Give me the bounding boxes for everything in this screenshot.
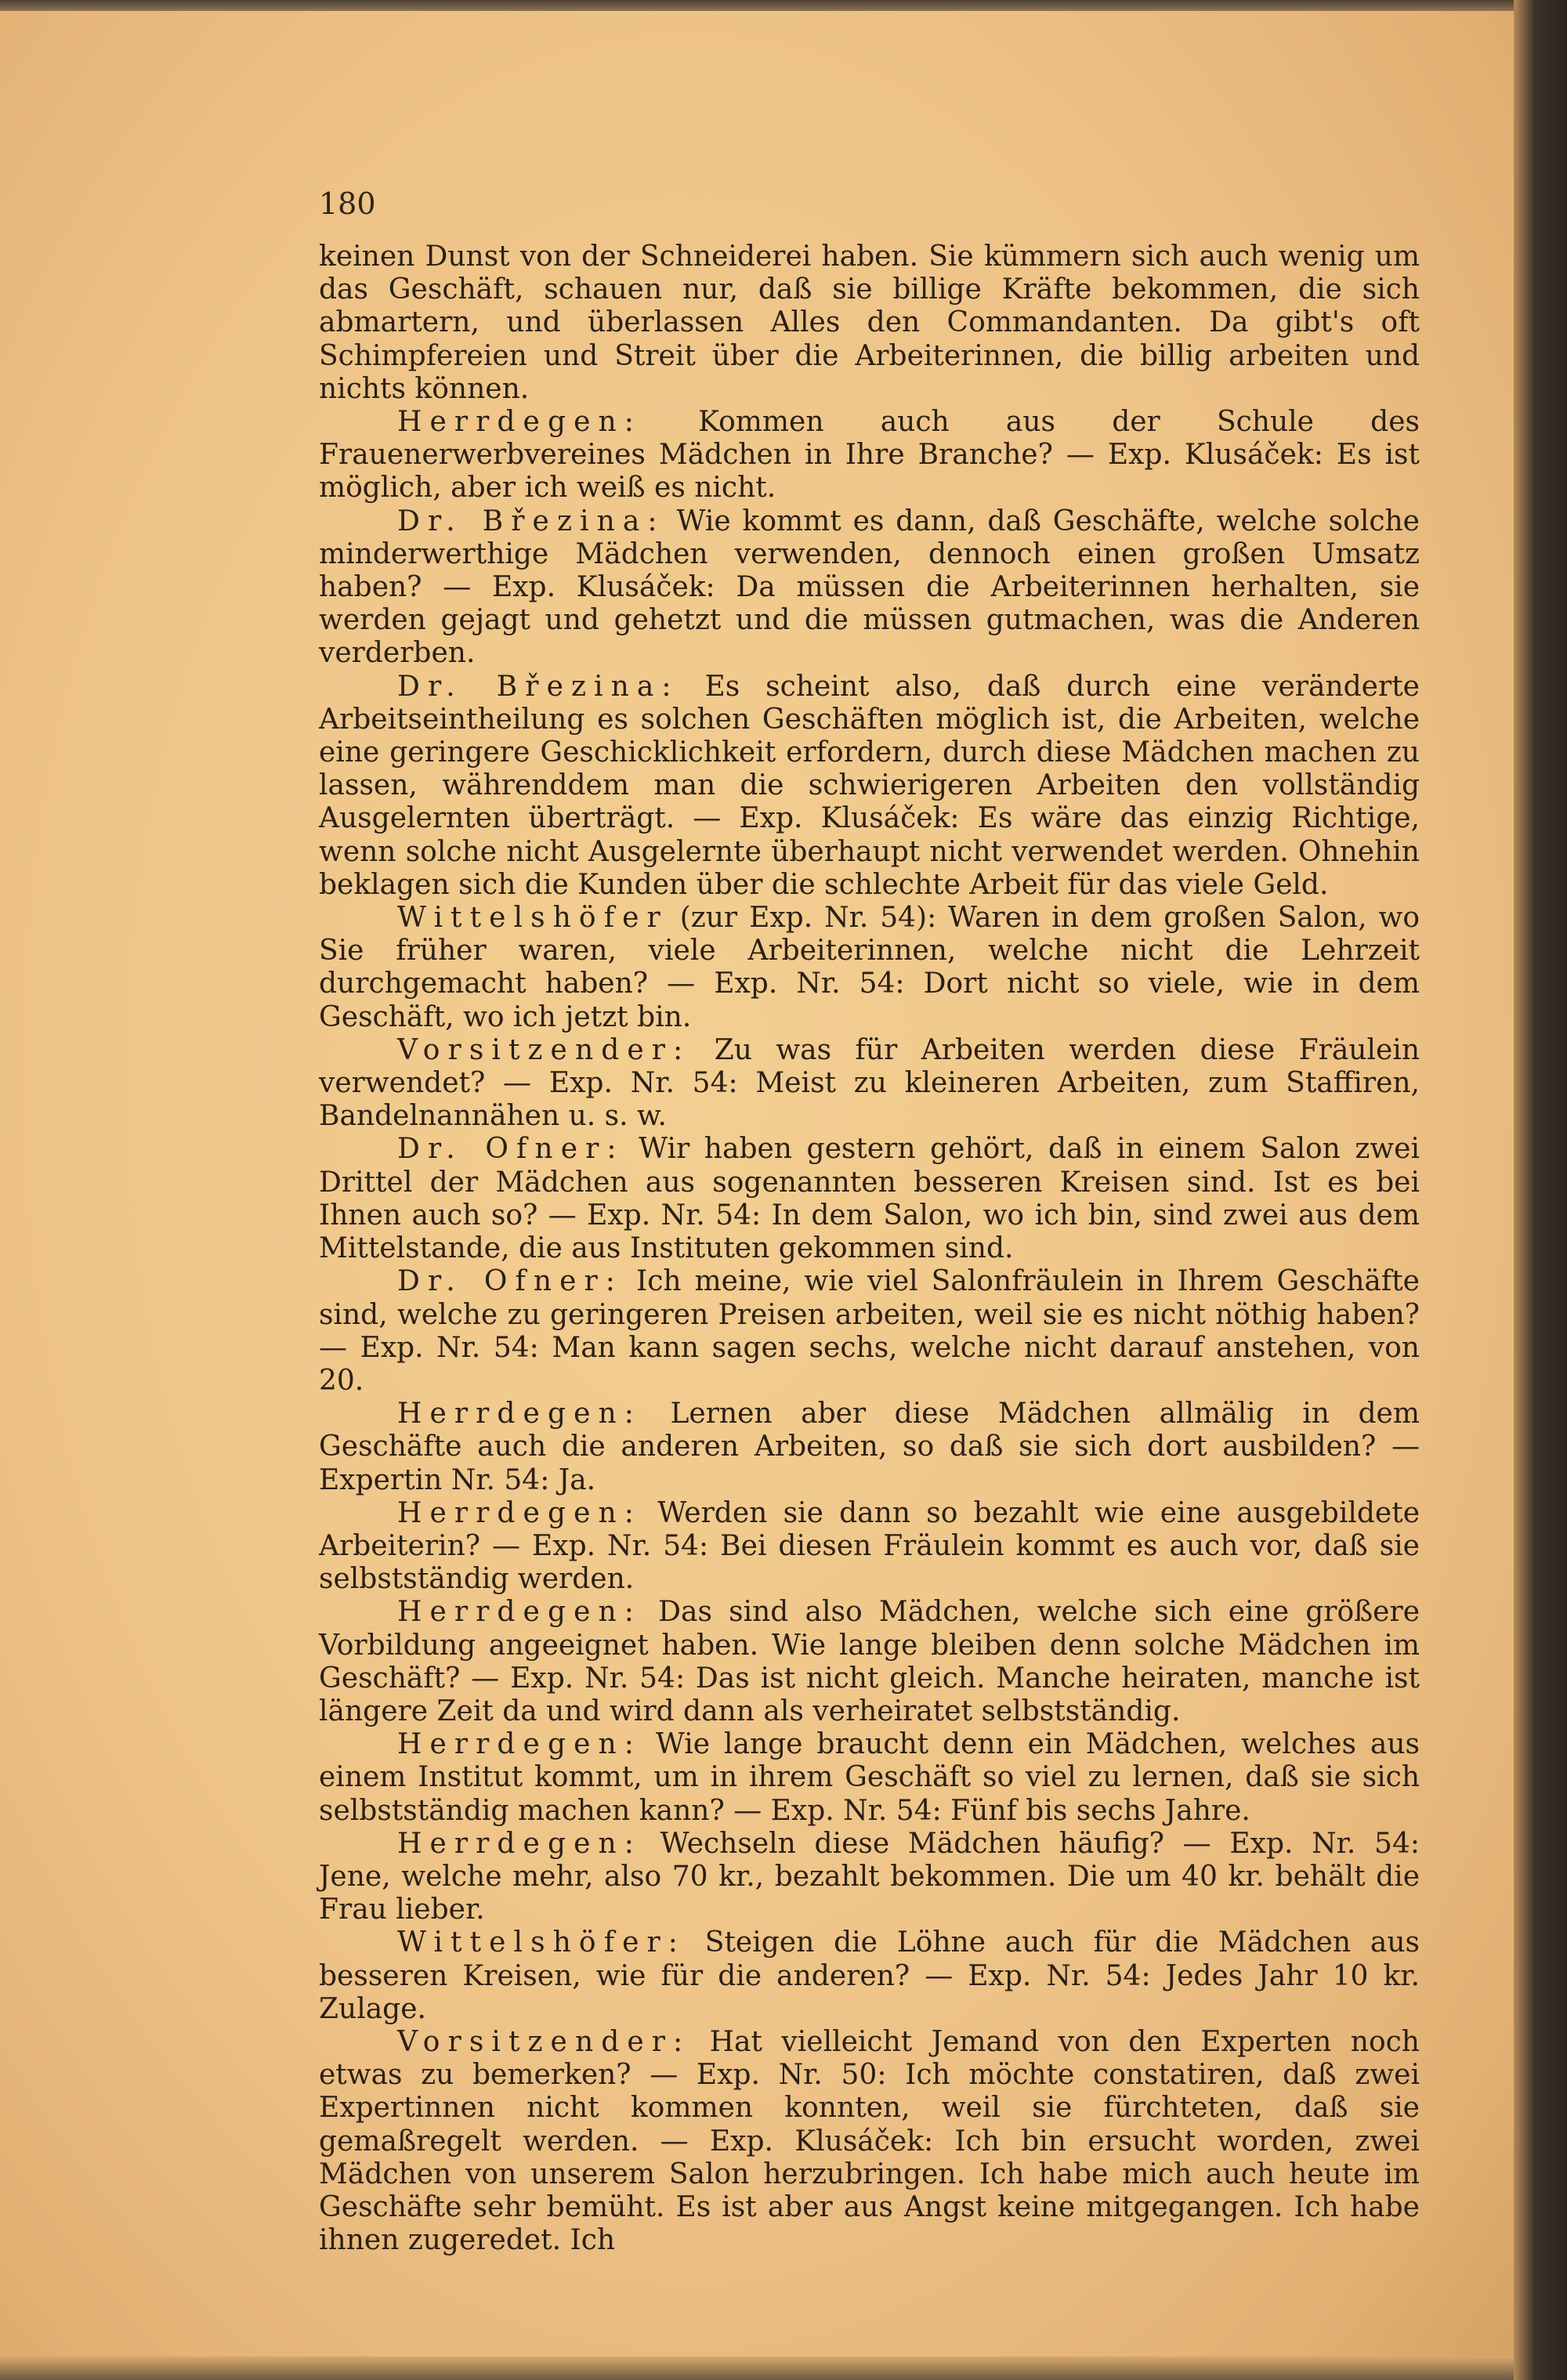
paragraph <box>319 1728 1420 1828</box>
paragraph <box>319 1828 1420 1927</box>
paragraph <box>319 505 1420 671</box>
paragraph-text: Hat vielleicht Jemand von den Experten noch etwas zu bemerken? — Exp. Nr. 50: Ich möchte constatiren, daß zwei Expertinnen nicht kommen konnten, weil sie fürchteten, daß sie gemaßregelt werden. — Exp. Klusáček: Ich bin ersucht worden, zwei Mädchen von unserem Salon herzubringen. Ich habe mich auch heute im Geschäfte sehr bemüht. Es ist aber aus Angst keine mitgegangen. Ich habe ihnen zugeredet. Ich <box>319 2025 1420 2257</box>
speaker: Herrdegen: <box>397 406 642 439</box>
paragraph-text: Das sind also Mädchen, welche sich eine größere Vorbildung angeeignet haben. Wie lange bleiben denn solche Mädchen im Geschäft? — Exp. Nr. 54: Das ist nicht gleich. Manche heiraten, manche ist längere Zeit da und wird dann als verheiratet selbstständig. <box>319 1596 1420 1727</box>
speaker: Dr. Ofner: <box>397 1133 624 1166</box>
paragraph-text: Steigen die Löhne auch für die Mädchen aus besseren Kreisen, wie für die anderen? — Exp. Nr. 54: Jedes Jahr 10 kr. Zulage. <box>319 1926 1420 2025</box>
speaker: Dr. Březina: <box>397 505 665 537</box>
paragraph-text: (zur Exp. Nr. 54): Waren in dem großen Salon, wo Sie früher waren, viele Arbeiterinnen, welche nicht die Lehrzeit durchgemacht haben? — Exp. Nr. 54: Dort nicht so viele, wie in dem Geschäft, wo ich jetzt bin. <box>319 902 1420 1033</box>
speaker: Vorsitzender: <box>397 2025 691 2058</box>
speaker: Herrdegen: <box>397 1398 642 1431</box>
speaker: Herrdegen: <box>397 1596 642 1629</box>
paragraph <box>319 1398 1420 1497</box>
speaker: Herrdegen: <box>397 1496 642 1529</box>
paragraph-text: Kommen auch aus der Schule des Frauenerwerbvereines Mädchen in Ihre Branche? — Exp. Klusáček: Es ist möglich, aber ich weiß es nicht. <box>319 406 1420 505</box>
paragraph <box>319 1133 1420 1265</box>
body-text <box>319 241 1420 2257</box>
page-bottom-edge <box>0 2356 1528 2380</box>
speaker: Vorsitzender: <box>397 1033 691 1066</box>
paragraph <box>319 406 1420 505</box>
paragraph-text: keinen Dunst von der Schneiderei haben. Sie kümmern sich auch wenig um das Geschäft, schauen nur, daß sie billige Kräfte bekommen, die sich abmartern, und überlassen Alles den Commandanten. Da gibt's oft Schimpfereien und Streit über die Arbeiterinnen, die billig arbeiten und nichts können. <box>319 241 1420 405</box>
book-spine-edge <box>1514 0 1567 2380</box>
page-top-edge <box>0 0 1528 11</box>
paragraph <box>319 1596 1420 1728</box>
paragraph-text: Wechseln diese Mädchen häufig? — Exp. Nr. 54: Jene, welche mehr, also 70 kr., bezahlt bekommen. Die um 40 kr. behält die Frau lieber. <box>319 1827 1420 1926</box>
speaker: Dr. Ofner: <box>397 1265 624 1298</box>
paragraph-text: Es scheint also, daß durch eine veränderte Arbeitseintheilung es solchen Geschäften möglich ist, die Arbeiten, welche eine geringere Geschicklichkeit erfordern, durch diese Mädchen machen zu lassen, währenddem man die schwierigeren Arbeiten den vollständig Ausgelernten überträgt. — Exp. Klusáček: Es wäre das einzig Richtige, wenn solche nicht Ausgelernte überhaupt nicht verwendet werden. Ohnehin beklagen sich die Kunden über die schlechte Arbeit für das viele Geld. <box>319 670 1420 901</box>
paragraph-text: Werden sie dann so bezahlt wie eine ausgebildete Arbeiterin? — Exp. Nr. 54: Bei diesen Fräulein kommt es auch vor, daß sie selbstständig werden. <box>319 1496 1420 1596</box>
paragraph <box>319 1265 1420 1398</box>
speaker: Herrdegen: <box>397 1827 642 1860</box>
paragraph-text: Zu was für Arbeiten werden diese Fräulein verwendet? — Exp. Nr. 54: Meist zu kleineren Arbeiten, zum Staffiren, Bandelnannähen u. s. w. <box>319 1033 1420 1133</box>
paragraph <box>319 902 1420 1034</box>
paragraph-text: Ich meine, wie viel Salonfräulein in Ihrem Geschäfte sind, welche zu geringeren Preisen arbeiten, weil sie es nicht nöthig haben? — Exp. Nr. 54: Man kann sagen sechs, welche nicht darauf anstehen, von 20. <box>319 1265 1420 1397</box>
paragraph-text: Wie kommt es dann, daß Geschäfte, welche solche minderwerthige Mädchen verwenden, dennoch einen großen Umsatz haben? — Exp. Klusáček: Da müssen die Arbeiterinnen herhalten, sie werden gejagt und gehetzt und die müssen gutmachen, was die Anderen verderben. <box>319 505 1420 670</box>
paragraph <box>319 1497 1420 1597</box>
page-number: 180 <box>319 186 376 221</box>
paragraph-text: Wir haben gestern gehört, daß in einem Salon zwei Drittel der Mädchen aus sogenannten besseren Kreisen sind. Ist es bei Ihnen auch so? — Exp. Nr. 54: In dem Salon, wo ich bin, sind zwei aus dem Mittelstande, die aus Instituten gekommen sind. <box>319 1133 1420 1265</box>
paragraph <box>319 1034 1420 1134</box>
speaker: Dr. Březina: <box>397 670 679 703</box>
paragraph-text: Lernen aber diese Mädchen allmälig in dem Geschäfte auch die anderen Arbeiten, so daß sie sich dort ausbilden? — Expertin Nr. 54: Ja. <box>319 1398 1420 1496</box>
paragraph <box>319 671 1420 902</box>
speaker: Wittelshöfer <box>397 902 668 935</box>
paragraph <box>319 2026 1420 2257</box>
paragraph <box>319 1926 1420 2026</box>
speaker: Herrdegen: <box>397 1728 642 1761</box>
paragraph <box>319 241 1420 406</box>
speaker: Wittelshöfer: <box>397 1926 686 1959</box>
paragraph-text: Wie lange braucht denn ein Mädchen, welches aus einem Institut kommt, um in ihrem Geschäft so viel zu lernen, daß sie sich selbstständig machen kann? — Exp. Nr. 54: Fünf bis sechs Jahre. <box>319 1728 1420 1827</box>
